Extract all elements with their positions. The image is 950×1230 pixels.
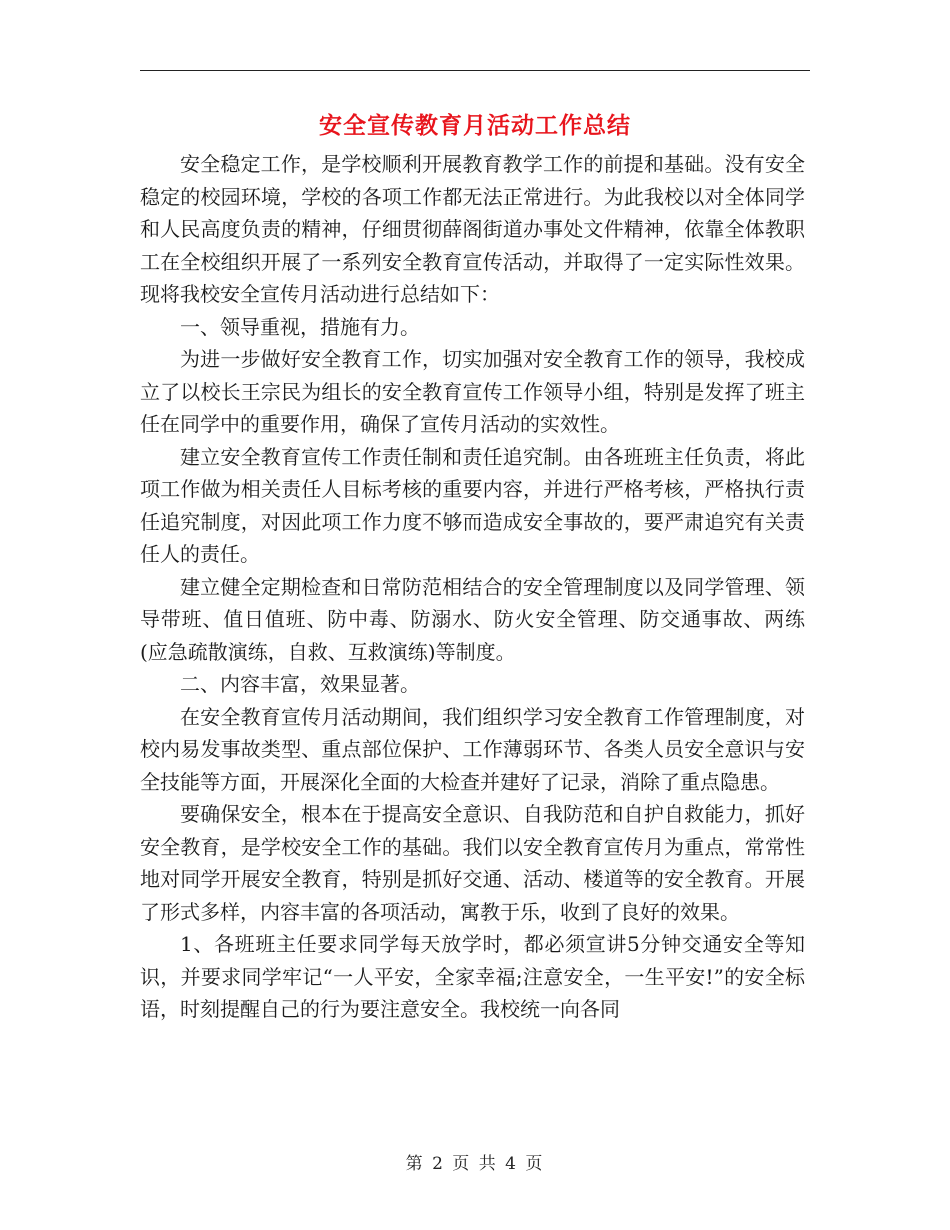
paragraph: 为进一步做好安全教育工作，切实加强对安全教育工作的领导，我校成立了以校长王宗民为组长的安全教育宣传工作领导小组，特别是发挥了班主任在同学中的重要作用，确保了宣传月活动的实效性。 bbox=[140, 347, 805, 436]
paragraph: 要确保安全，根本在于提高安全意识、自我防范和自护自救能力，抓好安全教育，是学校安全工作的基础。我们以安全教育宣传月为重点，常常性地对同学开展安全教育，特别是抓好交通、活动、楼道等的安全教育。开展了形式多样，内容丰富的各项活动，寓教于乐，收到了良好的效果。 bbox=[140, 802, 805, 924]
section-heading: 二、内容丰富，效果显著。 bbox=[180, 672, 420, 696]
paragraph: 安全稳定工作，是学校顺利开展教育教学工作的前提和基础。没有安全稳定的校园环境，学校的各项工作都无法正常进行。为此我校以对全体同学和人民高度负责的精神，仔细贯彻薛阁街道办事处文件精神，依靠全体教职工在全校组织开展了一系列安全教育宣传活动，并取得了一定实际性效果。现将我校安全宣传月活动进行总结如下： bbox=[140, 152, 805, 306]
document-title: 安全宣传教育月活动工作总结 bbox=[319, 112, 631, 139]
section-heading: 一、领导重视，措施有力。 bbox=[180, 314, 420, 339]
page-number-footer: 第 2 页 共 4 页 bbox=[405, 1154, 545, 1174]
paragraph: 1、各班班主任要求同学每天放学时，都必须宣讲5分钟交通安全等知识，并要求同学牢记“一人平安，全家幸福;注意安全，一生平安!”的安全标语，时刻提醒自己的行为要注意安全。我校统一向各同 bbox=[140, 932, 805, 1021]
paragraph: 在安全教育宣传月活动期间，我们组织学习安全教育工作管理制度，对校内易发事故类型、重点部位保护、工作薄弱环节、各类人员安全意识与安全技能等方面，开展深化全面的大检查并建好了记录，消除了重点隐患。 bbox=[140, 704, 805, 794]
header-rule bbox=[140, 70, 810, 71]
paragraph: 建立健全定期检查和日常防范相结合的安全管理制度以及同学管理、领导带班、值日值班、防中毒、防溺水、防火安全管理、防交通事故、两练(应急疏散演练，自救、互救演练)等制度。 bbox=[140, 574, 805, 664]
paragraph: 建立安全教育宣传工作责任制和责任追究制。由各班班主任负责，将此项工作做为相关责任人目标考核的重要内容，并进行严格考核，严格执行责任追究制度，对因此项工作力度不够而造成安全事故的，要严肃追究有关责任人的责任。 bbox=[140, 444, 805, 566]
document-body bbox=[140, 148, 805, 1026]
